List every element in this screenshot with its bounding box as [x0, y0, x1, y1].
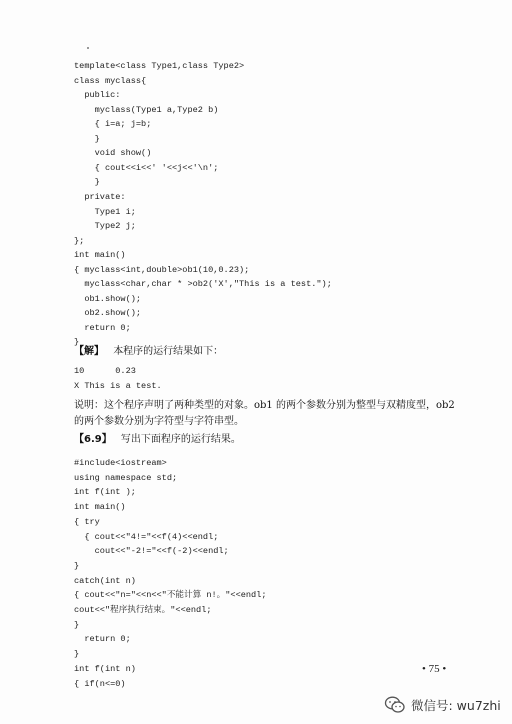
code-line: myclass(Type1 a,Type2 b) [74, 104, 219, 115]
code-line: { cout<<"n="<<n<<"不能计算 n!。"<<endl; [74, 590, 267, 601]
exercise-text: 写出下面程序的运行结果。 [120, 434, 241, 445]
code-line: { i=a; j=b; [74, 119, 152, 130]
code-line: { if(n<=0) [74, 678, 126, 689]
code-line: int main() [74, 502, 126, 513]
watermark [384, 693, 508, 717]
exercise-heading [74, 430, 241, 445]
code-line: return 0; [74, 634, 131, 645]
code-line: template<class Type1,class Type2> [74, 61, 245, 71]
code-line: void show() [74, 148, 152, 159]
code-line: ob1.show(); [74, 293, 142, 304]
code-line: cout<<"-2!="<<f(-2)<<endl; [74, 546, 229, 557]
explanation-line-2: 的两个参数分别为字符型与字符串型。 [74, 416, 244, 427]
explanation-line-1: 说明：这个程序声明了两种类型的对象。ob1 的两个参数分别为整型与双精度型，ob2 [74, 400, 455, 411]
code-line: ob2.show(); [74, 308, 142, 319]
code-line: private: [74, 191, 126, 202]
output-line: 10 0.23 [74, 366, 136, 376]
code-line: } [74, 560, 80, 571]
code-line: { cout<<i<<' '<<j<<'\n'; [74, 162, 219, 173]
code-line: using namespace std; [74, 472, 178, 483]
code-line: catch(int n) [74, 575, 136, 586]
code-line: { myclass<int,double>ob1(10,0.23); [74, 264, 250, 275]
output-line: X This is a test. [74, 381, 162, 391]
code-line: cout<<"程序执行结束。"<<endl; [74, 605, 212, 615]
watermark-text: 微信号: wu7zhi [411, 698, 501, 713]
scan-mark [87, 47, 89, 49]
code-line: { cout<<"4!="<<f(4)<<endl; [74, 531, 219, 542]
code-line: public: [74, 90, 121, 101]
page-number: • 75 • [422, 663, 447, 675]
code-line: } [74, 177, 100, 188]
solution-label: 【解】 [74, 346, 104, 357]
code-line: } [74, 619, 80, 630]
code-line: int main() [74, 250, 126, 261]
code-line: } [74, 649, 80, 660]
code-line: }; [74, 235, 85, 246]
solution-heading [74, 342, 223, 357]
code-line: return 0; [74, 322, 131, 333]
code-line: class myclass{ [74, 75, 147, 86]
solution-text: 本程序的运行结果如下： [113, 346, 224, 357]
code-line: myclass<char,char * >ob2('X',"This is a test."); [74, 279, 332, 290]
code-line: int f(int n) [74, 663, 136, 674]
code-line: } [74, 337, 80, 348]
code-line: Type2 j; [74, 221, 136, 232]
wechat-icon [384, 694, 406, 716]
code-line: #include<iostream> [74, 458, 167, 468]
exercise-label: 【6.9】 [74, 434, 112, 445]
code-line: { try [74, 516, 100, 527]
code-line: } [74, 133, 100, 144]
code-line: int f(int ); [74, 487, 136, 498]
code-line: Type1 i; [74, 206, 136, 217]
